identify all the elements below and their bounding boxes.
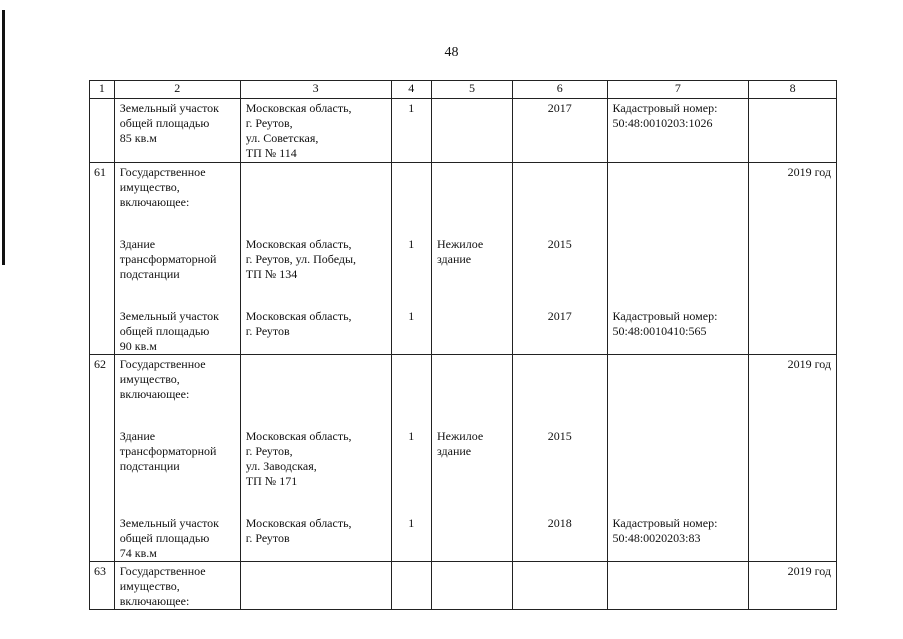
item-type-cell	[432, 355, 513, 562]
spacer	[613, 489, 744, 516]
item-note: Кадастровый номер: 50:48:0020203:83	[612, 516, 718, 545]
spacer	[518, 402, 602, 429]
item-type	[437, 357, 507, 402]
item-address-cell	[240, 562, 391, 610]
item-address: Московская область, г. Реутов, ул. Советская, ТП № 114	[245, 101, 352, 160]
item-quantity: 1	[408, 516, 415, 530]
spacer	[613, 282, 744, 309]
item-year-cell	[513, 99, 608, 163]
item-year	[518, 357, 602, 402]
row-number: 61	[90, 163, 115, 355]
item-type-cell	[432, 99, 513, 163]
spacer	[437, 489, 507, 516]
spacer	[246, 402, 386, 429]
item-quantity: 1	[408, 309, 415, 323]
row-number	[90, 99, 115, 163]
row-year: 2019 год	[749, 163, 837, 355]
item-quantity	[397, 165, 427, 210]
item-note-cell	[607, 355, 749, 562]
header-cell: 4	[391, 81, 432, 99]
item-address-cell	[240, 99, 391, 163]
header-cell: 2	[114, 81, 240, 99]
row-number: 63	[90, 562, 115, 610]
spacer	[120, 489, 235, 516]
item-type-cell	[432, 163, 513, 355]
item-quantity: 1	[408, 237, 415, 251]
item-quantity-cell	[391, 562, 432, 610]
item-address: Московская область, г. Реутов	[245, 516, 352, 545]
item-address	[246, 357, 386, 402]
item-quantity: 1	[408, 101, 415, 115]
header-cell: 1	[90, 81, 115, 99]
spacer	[437, 402, 507, 429]
spacer	[437, 210, 507, 237]
item-address: Московская область, г. Реутов, ул. Заводская, ТП № 171	[245, 429, 352, 488]
item-type	[437, 309, 507, 354]
table-row	[90, 562, 837, 610]
spacer	[120, 402, 235, 429]
spacer	[518, 489, 602, 516]
row-number: 62	[90, 355, 115, 562]
item-address-cell	[240, 163, 391, 355]
item-quantity-cell	[391, 355, 432, 562]
item-type	[437, 564, 507, 609]
item-quantity	[397, 357, 427, 402]
item-note-cell	[607, 163, 749, 355]
spacer	[246, 489, 386, 516]
item-type: Нежилое здание	[437, 429, 484, 458]
item-quantity-cell	[391, 99, 432, 163]
header-cell: 6	[513, 81, 608, 99]
item-type	[437, 101, 507, 161]
item-note	[613, 564, 744, 609]
item-year-cell	[513, 355, 608, 562]
item-year	[518, 165, 602, 210]
item-address-cell	[240, 355, 391, 562]
item-note	[613, 429, 744, 489]
item-address	[246, 564, 386, 609]
item-name-cell	[114, 562, 240, 610]
item-address	[246, 165, 386, 210]
item-note	[613, 237, 744, 282]
item-note-cell	[607, 99, 749, 163]
item-note: Кадастровый номер: 50:48:0010203:1026	[612, 101, 718, 130]
item-address: Московская область, г. Реутов, ул. Победы, ТП № 134	[245, 237, 357, 281]
item-year-cell	[513, 562, 608, 610]
item-type	[437, 516, 507, 561]
item-note	[613, 357, 744, 402]
spacer	[613, 402, 744, 429]
table-row	[90, 163, 837, 355]
header-cell: 5	[432, 81, 513, 99]
spacer	[120, 210, 235, 237]
spacer	[120, 282, 235, 309]
item-note-cell	[607, 562, 749, 610]
item-name-cell	[114, 163, 240, 355]
item-name: Государственное имущество, включающее:	[119, 165, 206, 209]
spacer	[246, 282, 386, 309]
item-year: 2015	[547, 429, 572, 443]
item-quantity	[397, 564, 427, 609]
item-year: 2017	[547, 101, 572, 115]
item-name: Земельный участок общей площадью 90 кв.м	[119, 309, 219, 353]
spacer	[397, 489, 427, 516]
spacer	[397, 282, 427, 309]
item-name-cell	[114, 99, 240, 163]
item-type-cell	[432, 562, 513, 610]
item-name: Земельный участок общей площадью 74 кв.м	[119, 516, 219, 560]
spacer	[397, 210, 427, 237]
item-quantity-cell	[391, 163, 432, 355]
item-year: 2017	[547, 309, 572, 323]
item-year	[518, 564, 602, 609]
page-number: 48	[444, 45, 459, 60]
spacer	[518, 210, 602, 237]
header-cell: 7	[607, 81, 749, 99]
row-year	[749, 99, 837, 163]
header-cell: 8	[749, 81, 837, 99]
table-row	[90, 99, 837, 163]
item-year: 2015	[547, 237, 572, 251]
spacer	[613, 210, 744, 237]
spacer	[246, 210, 386, 237]
table-row	[90, 355, 837, 562]
spacer	[437, 282, 507, 309]
item-year-cell	[513, 163, 608, 355]
item-address: Московская область, г. Реутов	[245, 309, 352, 338]
property-table	[89, 80, 837, 610]
item-name: Государственное имущество, включающее:	[119, 564, 206, 608]
spacer	[397, 402, 427, 429]
spacer	[518, 282, 602, 309]
item-quantity: 1	[408, 429, 415, 443]
row-year: 2019 год	[749, 355, 837, 562]
item-note: Кадастровый номер: 50:48:0010410:565	[612, 309, 718, 338]
header-cell: 3	[240, 81, 391, 99]
item-type: Нежилое здание	[437, 237, 484, 266]
item-type	[437, 165, 507, 210]
item-note	[613, 165, 744, 210]
header-row	[90, 81, 837, 99]
item-name: Государственное имущество, включающее:	[119, 357, 206, 401]
item-name-cell	[114, 355, 240, 562]
item-name: Здание трансформаторной подстанции	[119, 237, 217, 281]
item-name: Земельный участок общей площадью 85 кв.м	[119, 101, 219, 145]
item-name: Здание трансформаторной подстанции	[119, 429, 217, 473]
row-year: 2019 год	[749, 562, 837, 610]
item-year: 2018	[547, 516, 572, 530]
